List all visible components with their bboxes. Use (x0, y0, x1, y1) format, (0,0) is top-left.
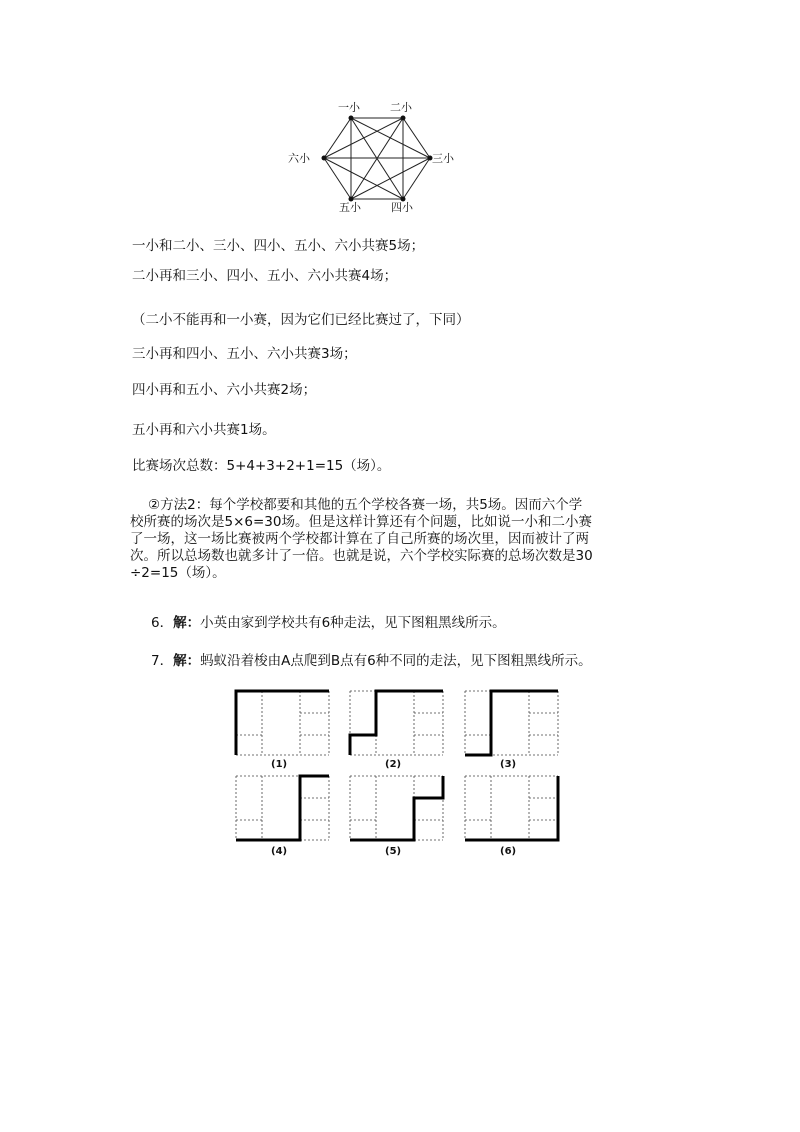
method2-paragraph (130, 497, 670, 582)
edge-2-3 (403, 118, 430, 158)
match-line-1: 一小和二小、三小、四小、五小、六小共赛5场； (132, 238, 425, 254)
figure-caption-3: (3) (500, 759, 517, 770)
figure-caption-5: (5) (385, 846, 402, 857)
thick-route-3 (465, 691, 558, 755)
method2-line-3: 了一场，这一场比赛被两个学校都计算在了自己所赛的场次里，因而被计了两 (130, 531, 589, 547)
q6-label: 解： (173, 615, 201, 631)
q6-text: 小英由家到学校共有6种走法，见下图粗黑线所示。 (200, 615, 506, 631)
path-figure-6 (463, 774, 560, 842)
method2-line-5: ÷2=15（场）。 (130, 565, 226, 581)
edge-3-4 (403, 158, 430, 199)
method2-line-2: 校所赛的场次是5×6=30场。但是这样计算还有个问题，比如说一小和二小赛 (130, 514, 592, 530)
node-label-4: 四小 (391, 201, 413, 214)
path-figure-4 (234, 774, 331, 842)
method2-line-4: 次。所以总场数也就多计了一倍。也就是说，六个学校实际赛的总场次数是30 (130, 548, 593, 564)
q6-number: 6． (151, 615, 174, 631)
match-note: （二小不能再和一小赛，因为它们已经比赛过了，下同） (132, 312, 470, 328)
q7-label: 解： (173, 653, 201, 669)
match-total: 比赛场次总数：5+4+3+2+1=15（场）。 (132, 458, 391, 474)
edge-5-6 (324, 158, 351, 199)
node-label-3: 三小 (432, 152, 454, 165)
match-line-2: 二小再和三小、四小、五小、六小共赛4场； (132, 268, 398, 284)
q7-solution (151, 652, 592, 670)
figure-caption-4: (4) (271, 846, 288, 857)
figure-caption-2: (2) (385, 759, 402, 770)
thick-route-1 (236, 691, 329, 755)
figure-caption-6: (6) (500, 846, 517, 857)
path-figure-5 (348, 774, 445, 842)
school-network-diagram (280, 96, 454, 220)
path-figure-2 (348, 689, 445, 757)
match-line-3: 三小再和四小、五小、六小共赛3场； (132, 346, 357, 362)
q7-number: 7． (151, 653, 174, 669)
path-figure-3 (463, 689, 560, 757)
q7-text: 蚂蚁沿着梭由A点爬到B点有6种不同的走法，见下图粗黑线所示。 (200, 653, 592, 669)
q6-solution (151, 614, 506, 632)
node-label-5: 五小 (339, 201, 361, 214)
thick-route-6 (465, 776, 558, 840)
figure-caption-1: (1) (271, 759, 288, 770)
node-dot-6 (322, 156, 327, 161)
thick-route-4 (236, 776, 329, 840)
path-figure-1 (234, 689, 331, 757)
node-label-2: 二小 (390, 101, 412, 114)
node-label-1: 一小 (338, 101, 360, 114)
thick-route-5 (350, 776, 443, 840)
match-line-5: 五小再和六小共赛1场。 (132, 422, 276, 438)
match-line-4: 四小再和五小、六小共赛2场； (132, 382, 317, 398)
node-label-6: 六小 (288, 152, 310, 165)
node-dot-1 (349, 116, 354, 121)
node-dot-2 (401, 116, 406, 121)
method2-line-1: ②方法2：每个学校都要和其他的五个学校各赛一场，共5场。因而六个学 (148, 497, 583, 513)
thick-route-2 (350, 691, 443, 755)
edge-1-6 (324, 118, 351, 158)
